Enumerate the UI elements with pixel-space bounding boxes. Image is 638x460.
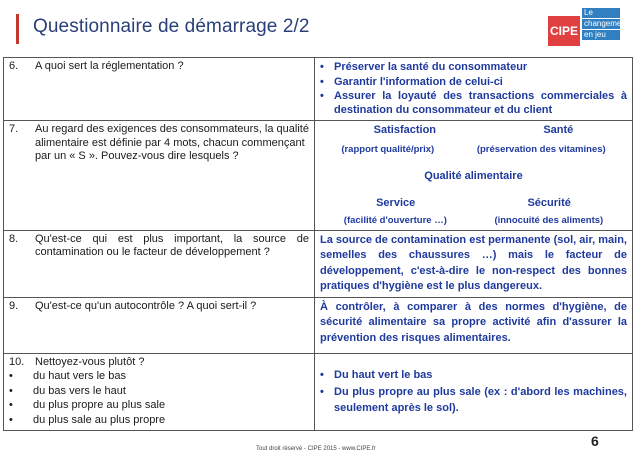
question-number: 10. bbox=[9, 355, 25, 368]
question-number: 7. bbox=[9, 123, 19, 135]
question-text: A quoi sert la réglementation ? bbox=[35, 60, 184, 72]
keyword-satisfaction: Satisfaction bbox=[373, 124, 437, 136]
question-number: 9. bbox=[9, 299, 19, 312]
table-row bbox=[4, 297, 633, 353]
question-cell bbox=[4, 297, 315, 353]
option-item: du bas vers le haut bbox=[33, 384, 126, 397]
table-row bbox=[4, 230, 633, 297]
answer-cell bbox=[315, 230, 633, 297]
table-row bbox=[4, 121, 633, 231]
answer-bullet: Du haut vert le bas bbox=[334, 368, 433, 381]
question-text: Qu'est-ce qu'un autocontrôle ? A quoi sert-il ? bbox=[35, 299, 257, 312]
option-item: du plus sale au plus propre bbox=[33, 413, 166, 426]
logo-brand: CIPE bbox=[548, 16, 580, 46]
answer-text: À contrôler, à comparer à des normes d'hygiène, de sécurité alimentaire sa propre activité afin d'assurer la prévention des risques alimentaires. bbox=[320, 300, 627, 344]
logo-tag-line-3: en jeu bbox=[582, 30, 620, 40]
page-number: 6 bbox=[591, 433, 599, 449]
option-item: du haut vers le bas bbox=[33, 370, 126, 382]
table-row bbox=[4, 58, 633, 121]
answer-bullet: Garantir l'information de celui-ci bbox=[334, 75, 503, 88]
keyword-securite-detail: (innocuité des aliments) bbox=[494, 215, 604, 226]
question-text: Nettoyez-vous plutôt ? bbox=[35, 355, 145, 368]
answer-cell: • Du haut vert le bas • Du plus propre au plus sale (ex : d'abord les machines, seulement après le sol). bbox=[315, 353, 633, 431]
question-cell bbox=[4, 121, 315, 231]
option-item: du plus propre au plus sale bbox=[33, 399, 166, 411]
question-number: 8. bbox=[9, 232, 19, 245]
questionnaire-table bbox=[3, 57, 633, 431]
cipe-logo bbox=[548, 8, 629, 48]
keyword-sante: Santé bbox=[543, 124, 574, 136]
question-cell bbox=[4, 58, 315, 121]
answer-bullet: Du plus propre au plus sale (ex : d'abord les machines, seulement après le sol). bbox=[334, 385, 627, 414]
question-text: Qu'est-ce qui est plus important, la source de contamination ou le facteur de développement ? bbox=[35, 232, 309, 258]
table-row bbox=[4, 353, 633, 431]
answer-cell bbox=[315, 297, 633, 353]
question-text: Au regard des exigences des consommateurs, la qualité alimentaire est définie par 4 mots, chacun commençant par un « S ». Pouvez-vous dire lesquels ? bbox=[35, 123, 309, 162]
keyword-service-detail: (facilité d'ouverture …) bbox=[343, 215, 447, 226]
title-accent-bar bbox=[16, 14, 19, 44]
logo-tag-line-2: changement bbox=[584, 19, 629, 28]
question-cell bbox=[4, 230, 315, 297]
keyword-satisfaction-detail: (rapport qualité/prix) bbox=[341, 143, 435, 155]
answer-bullet: Préserver la santé du consommateur bbox=[334, 61, 528, 73]
footer-copyright: Tout droit réservé - CIPE 2015 - www.CIPE.fr bbox=[256, 446, 376, 452]
answer-cell: • Préserver la santé du consommateur • Garantir l'information de celui-ci • Assurer la loyauté des transactions commerciales à destination du consommateur et du client bbox=[315, 58, 633, 121]
page-title: Questionnaire de démarrage 2/2 bbox=[33, 16, 310, 37]
question-number: 6. bbox=[9, 60, 19, 72]
keyword-securite: Sécurité bbox=[527, 196, 571, 209]
logo-tag-line-1: Le bbox=[582, 8, 620, 18]
keyword-service: Service bbox=[376, 196, 416, 209]
answer-bullet: Assurer la loyauté des transactions commerciales à destination du consommateur et du client bbox=[334, 90, 627, 116]
answer-cell bbox=[315, 121, 633, 231]
question-cell: 10. Nettoyez-vous plutôt ? • du haut vers le bas • du bas vers le haut • du plus propre au plus sale • du plus sale au plus propre bbox=[4, 353, 315, 431]
keyword-sante-detail: (préservation des vitamines) bbox=[476, 143, 606, 155]
answer-text: La source de contamination est permanente (sol, air, main, semelles des chaussures …) mais le facteur de développement, c'est-à-dire le non-respect des bonnes pratiques d'hygiène est le plus dangereux. bbox=[320, 233, 627, 292]
keyword-center: Qualité alimentaire bbox=[424, 170, 523, 182]
